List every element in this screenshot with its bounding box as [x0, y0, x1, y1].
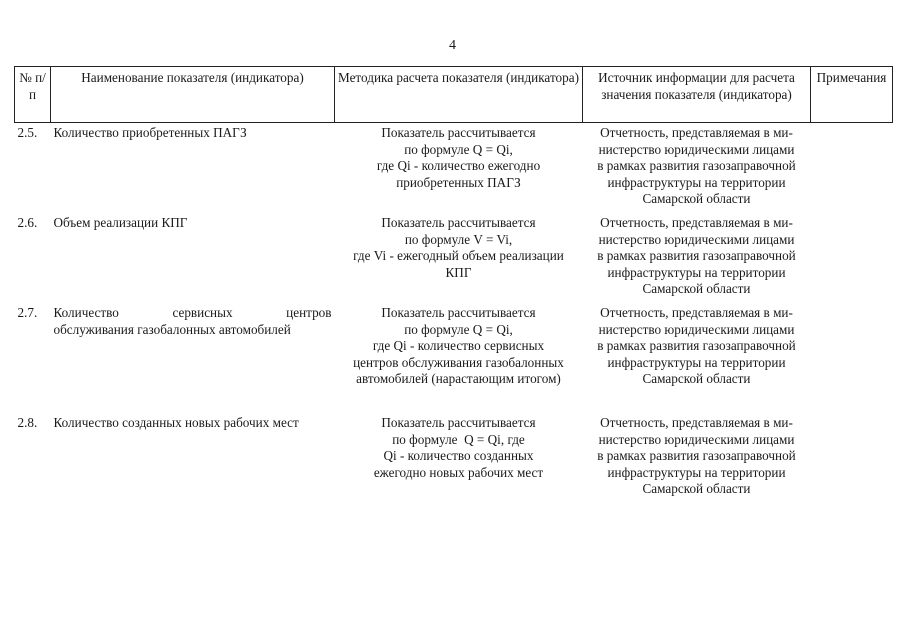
method-line: по формуле V = Vi,	[404, 231, 513, 247]
table-row	[15, 123, 893, 214]
source-line: в рамках развития газозаправочной	[597, 448, 796, 463]
row-name-word: центров	[286, 305, 332, 320]
method-line: где Qi - количество ежегодно	[376, 158, 541, 173]
row-source	[583, 303, 811, 413]
source-line: Отчетность, представляемая в ми-	[600, 305, 793, 320]
row-name	[51, 303, 335, 413]
row-source	[583, 123, 811, 214]
row-notes	[811, 303, 893, 413]
method-line: автомобилей (нарастающим итогом)	[356, 371, 561, 386]
row-notes	[811, 213, 893, 303]
method-line: ежегодно новых рабочих мест	[373, 464, 544, 480]
row-name-word: сервисных	[172, 305, 233, 320]
row-num: 2.6.	[17, 215, 38, 230]
row-notes	[811, 123, 893, 214]
method-line: по формуле Q = Qi,	[404, 321, 513, 337]
row-name-line	[54, 305, 332, 322]
header-source: Источник информации для расчета значения показателя (индикатора)	[583, 67, 811, 123]
row-num: 2.5.	[17, 125, 38, 140]
table-header-row	[15, 67, 893, 123]
source-line: инфраструктуры на территории	[607, 354, 786, 370]
source-line: Самарской области	[642, 481, 751, 496]
source-line: в рамках развития газозаправочной	[597, 158, 796, 173]
row-name-line: обслуживания газобалонных автомобилей	[53, 321, 291, 337]
source-line: нистерство юридическими лицами	[598, 231, 795, 247]
indicators-table	[14, 66, 893, 505]
row-method	[335, 413, 583, 505]
method-line: Показатель рассчитывается	[381, 215, 536, 230]
source-line: Самарской области	[642, 371, 751, 386]
table-row	[15, 303, 893, 413]
row-method	[335, 123, 583, 214]
method-line: по формуле Q = Qi,	[404, 141, 513, 157]
source-line: инфраструктуры на территории	[607, 264, 786, 280]
method-line: центров обслуживания газобалонных	[353, 354, 564, 370]
row-notes	[811, 413, 893, 505]
row-num: 2.7.	[17, 305, 38, 320]
method-line: Показатель рассчитывается	[381, 125, 536, 140]
row-name: Объем реализации КПГ	[53, 215, 188, 230]
row-name-word: Количество	[53, 305, 119, 320]
row-source	[583, 213, 811, 303]
source-line: нистерство юридическими лицами	[598, 321, 795, 337]
source-line: инфраструктуры на территории	[607, 174, 786, 190]
table-row	[15, 413, 893, 505]
header-num: № п/п	[15, 67, 51, 123]
source-line: Отчетность, представляемая в ми-	[600, 215, 793, 230]
table-row	[15, 213, 893, 303]
source-line: в рамках развития газозаправочной	[597, 248, 796, 263]
method-line: где Qi - количество сервисных	[372, 338, 545, 353]
source-line: Самарской области	[642, 281, 751, 296]
source-line: инфраструктуры на территории	[607, 464, 786, 480]
header-notes: Примечания	[811, 67, 893, 123]
page-number: 4	[449, 38, 456, 53]
method-line: по формуле Q = Qi, где	[392, 431, 525, 447]
method-line: КПГ	[445, 264, 472, 280]
row-method	[335, 303, 583, 413]
method-line: где Vi - ежегодный объем реализации	[353, 248, 564, 263]
source-line: нистерство юридическими лицами	[598, 431, 795, 447]
method-line: приобретенных ПАГЗ	[396, 174, 521, 190]
method-line: Показатель рассчитывается	[381, 415, 536, 430]
header-name: Наименование показателя (индикатора)	[51, 67, 335, 123]
source-line: Отчетность, представляемая в ми-	[600, 415, 793, 430]
source-line: Самарской области	[642, 191, 751, 206]
row-source	[583, 413, 811, 505]
source-line: в рамках развития газозаправочной	[597, 338, 796, 353]
row-name: Количество созданных новых рабочих мест	[53, 415, 299, 430]
source-line: нистерство юридическими лицами	[598, 141, 795, 157]
row-name: Количество приобретенных ПАГЗ	[53, 125, 247, 140]
row-num: 2.8.	[17, 415, 38, 430]
source-line: Отчетность, представляемая в ми-	[600, 125, 793, 140]
header-method: Методика расчета показателя (индикатора)	[335, 67, 583, 123]
row-method	[335, 213, 583, 303]
method-line: Показатель рассчитывается	[381, 305, 536, 320]
method-line: Qi - количество созданных	[383, 448, 534, 463]
